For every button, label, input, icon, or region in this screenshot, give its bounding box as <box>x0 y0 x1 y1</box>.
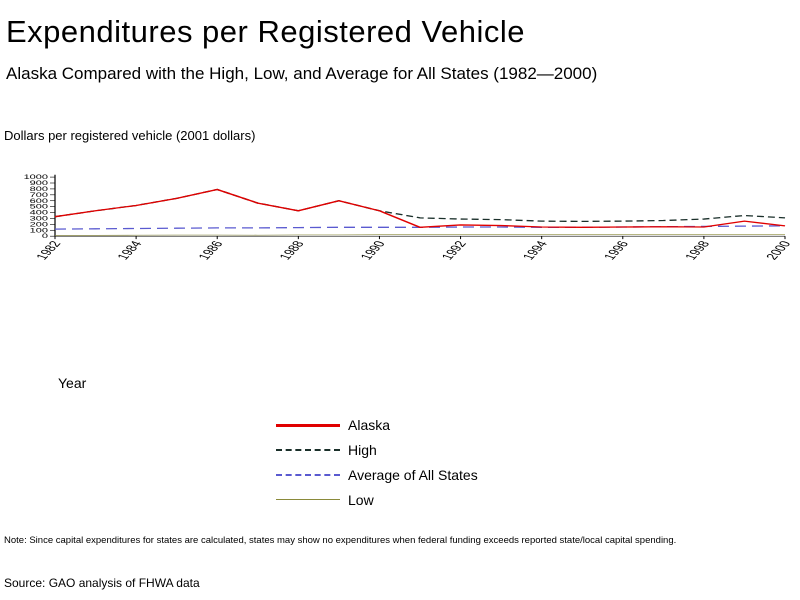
x-tick-label: 1988 <box>276 239 308 262</box>
y-tick-label: 1000 <box>23 173 48 181</box>
y-tick-label: 0 <box>41 232 48 240</box>
legend-label-average: Average of All States <box>348 466 478 483</box>
legend-swatch-average <box>276 469 340 481</box>
y-axis-caption: Dollars per registered vehicle (2001 dollars) <box>4 128 256 143</box>
x-tick-label: 1982 <box>32 239 65 262</box>
y-tick-label: 900 <box>29 179 48 187</box>
y-tick-label: 100 <box>29 226 48 234</box>
legend-label-high: High <box>348 441 377 458</box>
y-tick-label: 800 <box>29 185 48 193</box>
legend-swatch-low <box>276 494 340 506</box>
legend-item <box>276 437 696 462</box>
x-axis-title: Year <box>58 375 87 391</box>
series-line <box>55 190 785 222</box>
x-tick-label: 1992 <box>438 239 470 262</box>
chart-note: Note: Since capital expenditures for states are calculated, states may show no expenditures when federal funding exceeds reported state/local capital spending. <box>4 535 677 546</box>
y-tick-label: 200 <box>29 220 48 228</box>
chart-legend <box>276 412 696 512</box>
legend-label-low: Low <box>348 491 374 508</box>
y-tick-label: 700 <box>29 191 48 199</box>
x-tick-label: 1996 <box>600 239 632 262</box>
page-subtitle: Alaska Compared with the High, Low, and Average for All States (1982—2000) <box>6 64 598 83</box>
legend-swatch-high <box>276 444 340 456</box>
legend-item <box>276 462 696 487</box>
chart-plot <box>0 170 800 300</box>
x-tick-label: 1986 <box>194 239 227 262</box>
series-line <box>55 234 785 235</box>
page-title: Expenditures per Registered Vehicle <box>6 14 525 49</box>
y-tick-label: 400 <box>29 208 48 217</box>
x-tick-label: 1990 <box>357 239 389 262</box>
legend-swatch-alaska <box>276 419 340 431</box>
legend-label-alaska: Alaska <box>348 416 391 433</box>
x-tick-label: 2000 <box>762 239 795 262</box>
y-tick-label: 500 <box>29 202 48 211</box>
chart-source: Source: GAO analysis of FHWA data <box>4 576 200 590</box>
x-tick-label: 1998 <box>681 239 714 262</box>
legend-item <box>276 487 696 512</box>
series-line <box>55 190 785 228</box>
x-tick-label: 1984 <box>113 239 146 262</box>
y-tick-label: 300 <box>29 214 48 222</box>
x-tick-label: 1994 <box>519 239 551 262</box>
legend-item <box>276 412 696 437</box>
y-tick-label: 600 <box>29 197 48 205</box>
